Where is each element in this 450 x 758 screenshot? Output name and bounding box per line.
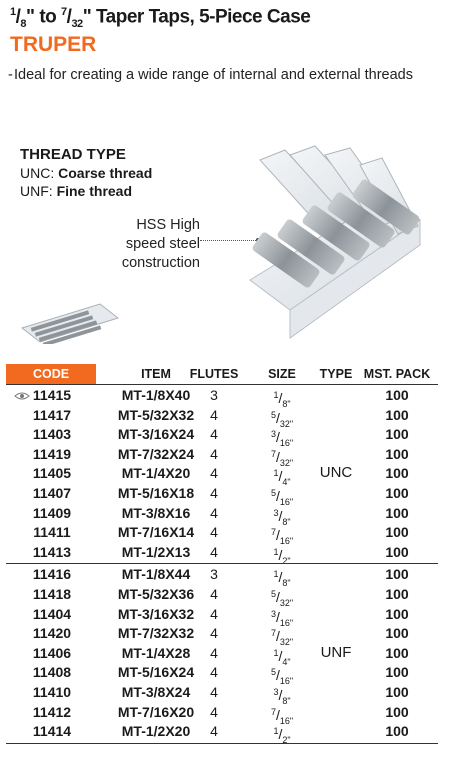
size-numerator: 3 — [273, 687, 279, 697]
type-label-unf: UNF — [320, 643, 352, 661]
title-text: " Taper Taps, 5-Piece Case — [82, 6, 311, 28]
cell-flutes: 4 — [210, 445, 218, 462]
thread-type-unc — [20, 164, 152, 182]
size-denominator: 16" — [279, 535, 294, 546]
size-denominator: 2" — [282, 734, 291, 745]
cell-pack: 100 — [385, 387, 409, 403]
cell-pack: 100 — [385, 485, 409, 501]
column-header-pack: MST. PACK — [363, 367, 431, 381]
cell-flutes: 4 — [210, 524, 218, 541]
cell-flutes: 4 — [210, 684, 218, 700]
cell-item: MT-5/16X18 — [117, 485, 195, 501]
size-denominator: 2" — [282, 555, 291, 566]
size-numerator: 7 — [270, 628, 276, 639]
size-denominator: 8" — [282, 578, 291, 589]
bullet-dash: - — [8, 67, 13, 83]
cell-pack: 100 — [385, 703, 409, 720]
cell-code: 11408 — [32, 664, 72, 681]
size-numerator: 1 — [273, 390, 279, 400]
cell-size: $^3/_{16"}$ — [270, 429, 294, 448]
cell-size: $^1/_{2"}$ — [273, 546, 291, 566]
cell-size: $^1/_{4"}$ — [273, 468, 291, 488]
cell-pack: 100 — [385, 723, 409, 740]
size-numerator: 7 — [270, 706, 276, 717]
table-row — [0, 585, 450, 608]
cell-item: MT-7/32X24 — [117, 445, 195, 462]
cell-item: MT-1/4X28 — [121, 644, 191, 661]
cell-item: MT-1/4X20 — [121, 465, 191, 482]
tap-case-open-photo — [230, 140, 445, 340]
cell-flutes: 4 — [210, 605, 218, 622]
thread-type-heading: THREAD TYPE — [20, 146, 126, 163]
size-numerator: 3 — [273, 507, 279, 518]
title-fraction-denominator: 8 — [20, 18, 27, 31]
cell-code: 11409 — [32, 504, 72, 521]
cell-pack: 100 — [385, 586, 409, 602]
cell-pack: 100 — [385, 543, 409, 560]
cell-size: $^7/_{16"}$ — [270, 527, 294, 546]
product-description — [8, 67, 434, 84]
description-text: Ideal for creating a wide range of internal and external threads — [14, 67, 413, 83]
cell-item: MT-1/8X40 — [121, 387, 191, 403]
cell-pack: 100 — [385, 625, 409, 642]
thread-type-unf — [20, 182, 152, 200]
cell-pack: 100 — [385, 426, 409, 443]
table-row — [0, 504, 450, 527]
table-row — [0, 722, 450, 745]
size-denominator: 8" — [282, 695, 291, 706]
size-denominator: 32" — [279, 636, 294, 647]
cell-flutes: 4 — [210, 465, 218, 482]
cell-flutes: 4 — [210, 723, 218, 740]
cell-size: $^3/_{16"}$ — [270, 608, 294, 628]
brand-logo: TRUPER — [10, 33, 97, 56]
cell-item: MT-7/16X14 — [117, 524, 195, 541]
column-header-flutes: FLUTES — [189, 367, 239, 381]
table-row — [0, 386, 450, 409]
size-numerator: 3 — [270, 608, 276, 619]
title-fraction2-numerator: 7 — [61, 6, 67, 18]
cell-pack: 100 — [385, 684, 409, 700]
cell-code: 11403 — [32, 426, 72, 443]
cell-flutes: 4 — [210, 703, 218, 720]
cell-pack: 100 — [385, 504, 409, 521]
header-divider — [6, 384, 438, 385]
cell-size: $^7/_{16"}$ — [270, 706, 294, 726]
cell-pack: 100 — [385, 524, 409, 541]
cell-item: MT-3/8X24 — [121, 684, 191, 700]
cell-code: 11413 — [32, 543, 72, 560]
size-denominator: 4" — [282, 477, 291, 488]
column-header-size: SIZE — [268, 367, 296, 381]
size-denominator: 16" — [279, 676, 294, 687]
cell-pack: 100 — [385, 566, 409, 583]
cell-code: 11410 — [32, 684, 72, 700]
cell-code: 11405 — [32, 465, 72, 482]
size-numerator: 1 — [273, 468, 279, 479]
cell-code: 11416 — [32, 566, 72, 583]
cell-pack: 100 — [385, 644, 409, 661]
table-row — [0, 683, 450, 706]
cell-size: $^5/_{16"}$ — [270, 488, 294, 507]
cell-code: 11412 — [32, 703, 72, 720]
table-row — [0, 565, 450, 589]
cell-item: MT-5/32X32 — [117, 406, 195, 423]
cell-flutes: 4 — [210, 504, 218, 521]
cell-code: 11419 — [32, 445, 72, 462]
table-row — [0, 543, 450, 566]
material-callout — [118, 216, 200, 273]
cell-size: $^1/_{8"}$ — [273, 390, 291, 409]
size-denominator: 16" — [279, 496, 294, 507]
cell-item: MT-5/16X24 — [117, 664, 195, 681]
unc-description: Coarse thread — [58, 165, 153, 181]
size-numerator: 7 — [270, 448, 276, 459]
cell-flutes: 4 — [210, 485, 218, 501]
group-divider — [6, 563, 438, 564]
cell-code: 11418 — [32, 586, 72, 602]
size-denominator: 16" — [279, 437, 294, 448]
cell-size: $^1/_{4"}$ — [273, 647, 291, 667]
cell-item: MT-3/16X32 — [117, 605, 195, 622]
group-divider — [6, 743, 438, 744]
cell-flutes: 4 — [210, 644, 218, 661]
size-denominator: 32" — [279, 597, 294, 608]
size-denominator: 32" — [279, 418, 294, 429]
cell-item: MT-3/8X16 — [121, 504, 191, 521]
size-denominator: 32" — [279, 457, 294, 468]
table-row — [0, 624, 450, 647]
unf-code: UNF: — [20, 183, 53, 199]
cell-code: 11411 — [33, 524, 71, 541]
cell-flutes: 4 — [210, 426, 218, 443]
table-row — [0, 445, 450, 468]
cell-flutes: 4 — [210, 543, 218, 560]
cell-code: 11415 — [32, 387, 72, 403]
table-row — [0, 605, 450, 628]
product-title: $^1/_8$" to $^7/_{32}$" Taper Taps, 5-Piece Case — [10, 6, 311, 31]
table-row — [0, 644, 450, 667]
unc-code: UNC: — [20, 165, 55, 181]
cell-code: 11407 — [32, 485, 72, 501]
cell-size: $^3/_{8"}$ — [273, 687, 291, 706]
size-denominator: 16" — [279, 715, 294, 726]
cell-pack: 100 — [385, 465, 409, 482]
table-row — [0, 464, 450, 488]
cell-pack: 100 — [385, 664, 409, 681]
size-numerator: 1 — [273, 647, 279, 658]
column-header-code: CODE — [6, 364, 96, 384]
size-denominator: 4" — [282, 656, 291, 667]
size-numerator: 5 — [270, 409, 276, 420]
cell-flutes: 3 — [210, 387, 218, 403]
table-row — [0, 406, 450, 429]
cell-item: MT-1/2X20 — [121, 723, 191, 740]
table-row — [0, 523, 450, 546]
cell-flutes: 4 — [210, 406, 218, 423]
column-header-item: ITEM — [141, 367, 171, 381]
table-row — [0, 484, 450, 507]
cell-pack: 100 — [385, 445, 409, 462]
cell-code: 11414 — [32, 723, 72, 740]
callout-line-3: construction — [121, 255, 200, 271]
cell-size: $^7/_{32"}$ — [270, 628, 294, 647]
table-row — [0, 703, 450, 726]
eye-icon[interactable] — [14, 392, 30, 400]
size-denominator: 8" — [282, 516, 291, 527]
size-numerator: 5 — [270, 589, 276, 599]
size-numerator: 1 — [273, 569, 279, 580]
cell-code: 11417 — [32, 406, 72, 423]
unf-description: Fine thread — [56, 183, 133, 199]
cell-code: 11420 — [32, 625, 72, 642]
cell-item: MT-1/8X44 — [121, 566, 191, 583]
size-numerator: 3 — [270, 429, 276, 440]
cell-item: MT-1/2X13 — [121, 543, 191, 560]
cell-size: $^5/_{32"}$ — [270, 409, 294, 429]
callout-line-1: HSS High — [136, 217, 200, 233]
cell-size: $^5/_{16"}$ — [270, 667, 294, 687]
cell-size: $^5/_{32"}$ — [270, 589, 294, 608]
size-numerator: 1 — [273, 726, 279, 737]
table-header — [0, 364, 450, 384]
thread-type-legend — [20, 146, 152, 200]
cell-item: MT-7/16X20 — [117, 703, 195, 720]
cell-code: 11406 — [32, 644, 72, 661]
cell-item: MT-3/16X24 — [117, 426, 195, 443]
cell-flutes: 3 — [210, 566, 218, 583]
cell-item: MT-5/32X36 — [117, 586, 195, 602]
column-header-type: TYPE — [319, 367, 353, 381]
table-row — [0, 663, 450, 687]
size-denominator: 8" — [282, 398, 291, 409]
size-numerator: 7 — [270, 527, 276, 538]
size-numerator: 5 — [270, 488, 276, 498]
cell-flutes: 4 — [210, 664, 218, 681]
cell-size: $^1/_{2"}$ — [273, 726, 291, 745]
cell-flutes: 4 — [210, 625, 218, 642]
cell-size: $^3/_{8"}$ — [273, 507, 291, 527]
size-numerator: 1 — [273, 546, 279, 557]
callout-line-2: speed steel — [125, 236, 200, 252]
title-fraction-numerator: 1 — [10, 6, 16, 18]
cell-item: MT-7/32X32 — [117, 625, 195, 642]
cell-pack: 100 — [385, 605, 409, 622]
type-label-unc: UNC — [319, 464, 353, 482]
title-connector: " to — [26, 6, 62, 28]
cell-size: $^7/_{32"}$ — [270, 448, 294, 468]
table-row — [0, 425, 450, 448]
cell-pack: 100 — [385, 406, 409, 423]
cell-code: 11404 — [32, 605, 72, 622]
tap-case-closed-photo — [20, 302, 120, 344]
cell-size: $^1/_{8"}$ — [273, 569, 291, 589]
size-denominator: 16" — [279, 617, 294, 628]
size-numerator: 5 — [270, 667, 276, 678]
cell-flutes: 4 — [210, 586, 218, 602]
title-fraction2-denominator: 32 — [71, 18, 83, 31]
